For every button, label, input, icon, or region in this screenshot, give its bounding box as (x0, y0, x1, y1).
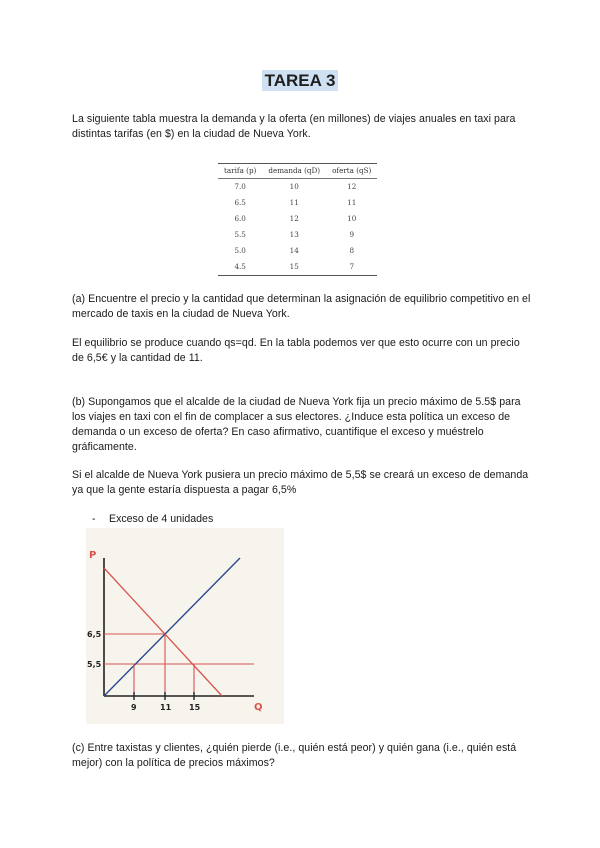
supply-demand-sketch (86, 528, 284, 724)
sketch-svg (86, 528, 284, 724)
quantity-label-11: 11 (160, 703, 172, 712)
table-cell: 8 (349, 246, 355, 255)
quantity-label-9: 9 (131, 703, 137, 712)
answer-b: Si el alcalde de Nueva York pusiera un precio máximo de 5,5$ se creará un exceso de demanda ya que la gente estaría dispuesta a pagar 6,5% (72, 469, 529, 496)
data-table (218, 163, 377, 276)
axis-x-label: Q (254, 702, 263, 713)
table-cell: 7.0 (234, 182, 246, 191)
bullet-text: Exceso de 4 unidades (109, 513, 214, 525)
table-cell: 14 (289, 246, 299, 255)
header-demanda: demanda (qD) (262, 164, 326, 179)
intro-paragraph: La siguiente tabla muestra la demanda y la oferta (en millones) de viajes anuales en taxi para distintas tarifas (en $) en la ciudad de Nueva York. (72, 113, 516, 140)
table-header-row (218, 164, 377, 179)
table-cell: 12 (289, 214, 299, 223)
table-cell: 4.5 (218, 259, 262, 276)
table-cell: 6.0 (234, 214, 246, 223)
table-row (218, 195, 377, 211)
axis-y-label: P (89, 550, 97, 561)
header-tarifa: tarifa (p) (218, 164, 262, 179)
page-title (0, 71, 600, 91)
table-cell: 11 (289, 198, 299, 207)
answer-a: El equilibrio se produce cuando qs=qd. En la tabla podemos ver que esto ocurre con un precio de 6,5€ y la cantidad de 11. (72, 337, 520, 364)
quantity-label-15: 15 (189, 703, 201, 712)
table-cell: 13 (289, 230, 299, 239)
question-a: (a) Encuentre el precio y la cantidad que determinan la asignación de equilibrio competitivo en el mercado de taxis en la ciudad de Nueva York. (72, 293, 531, 320)
table-row (218, 211, 377, 227)
table-cell: 5.5 (234, 230, 246, 239)
table-cell: 12 (347, 182, 357, 191)
table-cell: 10 (347, 214, 357, 223)
table-cell: 6.5 (234, 198, 246, 207)
table-row (218, 243, 377, 259)
question-c: (c) Entre taxistas y clientes, ¿quién pierde (i.e., quién está peor) y quién gana (i.e., quién está mejor) con la política de precios máximos? (72, 742, 517, 769)
table-row (218, 227, 377, 243)
title-text: TAREA 3 (262, 70, 339, 91)
price-label-6-5: 6,5 (87, 630, 102, 639)
bullet-marker: - (92, 513, 96, 525)
table-cell: 9 (349, 230, 355, 239)
question-b: (b) Supongamos que el alcalde de la ciudad de Nueva York fija un precio máximo de 5.5$ para los viajes en taxi con el fin de complacer a sus electores. ¿Induce esta política un exceso de demanda o un exceso de oferta? En caso afirmativo, cuantifique el exceso y muéstrelo gráficamente. (72, 396, 521, 453)
table-cell: 10 (289, 182, 299, 191)
table-row (218, 179, 377, 196)
table-cell: 15 (262, 259, 326, 276)
table-row (218, 259, 377, 276)
header-oferta: oferta (qS) (326, 164, 377, 179)
table-cell: 11 (347, 198, 357, 207)
table-cell: 7 (326, 259, 377, 276)
price-label-5-5: 5,5 (87, 660, 102, 669)
sketch-background (86, 528, 284, 724)
table-cell: 5.0 (234, 246, 246, 255)
